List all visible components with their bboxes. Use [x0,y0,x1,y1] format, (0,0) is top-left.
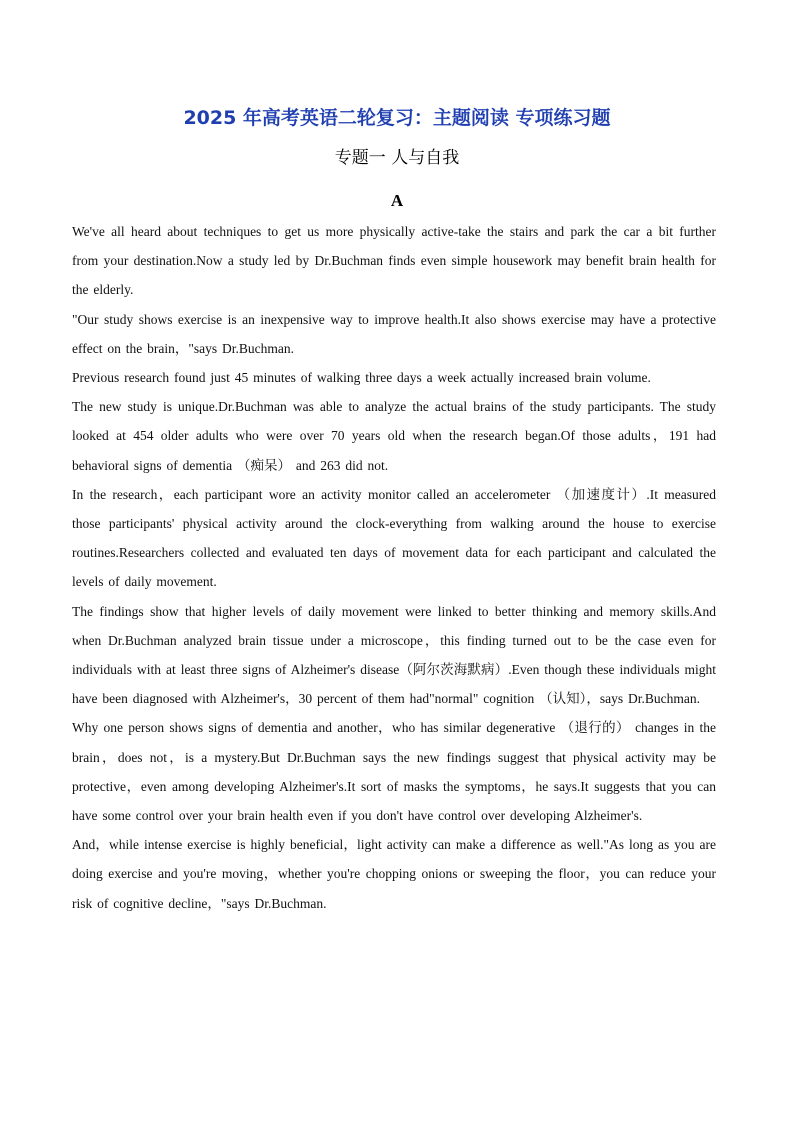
reading-passage [72,217,716,918]
paragraph-7: Why one person shows signs of dementia and another，who has similar degenerative （退行的） changes in the brain，does not，is a mystery.But Dr.Buchman says the new findings suggest that physical activity may be protective，even among developing Alzheimer's.It sort of masks the symptoms，he says.It suggests that you can have some control over your brain health even if you don't have control over developing Alzheimer's. [72,720,716,824]
paragraph-2: "Our study shows exercise is an inexpensive way to improve health.It also shows exercise may have a protective effect on the brain，"says Dr.Buchman. [72,311,716,356]
paragraph-8: And，while intense exercise is highly beneficial，light activity can make a difference as well."As long as you are doing exercise and you're moving，whether you're chopping onions or sweeping the floor，you can reduce your risk of cognitive decline，"says Dr.Buchman. [72,837,716,911]
topic-subtitle: 专题一 人与自我 [334,148,460,168]
paragraph-6: The findings show that higher levels of daily movement were linked to better thinking and memory skills.And when Dr.Buchman analyzed brain tissue under a microscope，this finding turned out to be the case even for individuals with at least three signs of Alzheimer's disease（阿尔茨海默病）.Even though these individuals might have been diagnosed with Alzheimer's，30 percent of them had"normal" cognition （认知），says Dr.Buchman. [72,603,716,707]
paragraph-1: We've all heard about techniques to get us more physically active-take the stairs and park the car a bit further from your destination.Now a study led by Dr.Buchman finds even simple housework may benefit brain health for the elderly. [72,224,716,298]
document-title: 2025 年高考英语二轮复习：主题阅读 专项练习题 [183,107,611,129]
paragraph-4: The new study is unique.Dr.Buchman was able to analyze the actual brains of the study participants. The study looked at 454 older adults who were over 70 years old when the research began.Of those adults，191 had behavioral signs of dementia （痴呆） and 263 did not. [72,399,716,473]
paragraph-5: In the research，each participant wore an activity monitor called an accelerometer （加速度计）.It measured those participants' physical activity around the clock-everything from walking around the house to exercise routines.Researchers collected and evaluated ten days of movement data for each participant and calculated the levels of daily movement. [72,486,716,590]
section-label: A [390,191,404,210]
paragraph-3: Previous research found just 45 minutes of walking three days a week actually increased brain volume. [72,370,651,386]
